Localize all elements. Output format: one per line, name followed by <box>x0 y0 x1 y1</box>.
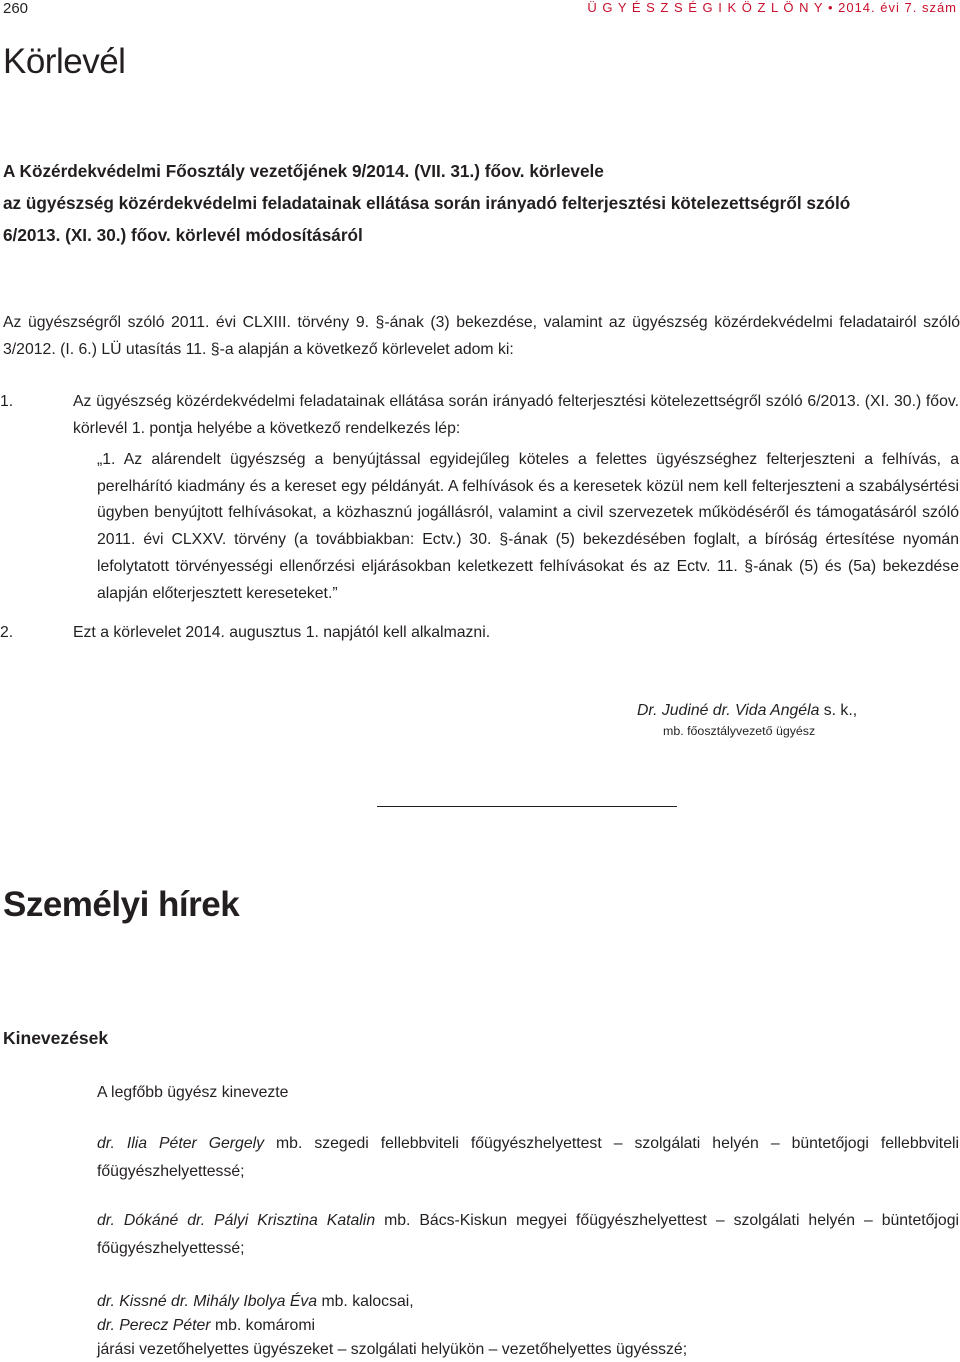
list-item-number: 2. <box>0 624 14 641</box>
section-divider <box>377 806 677 807</box>
appointee-name: dr. Dókáné dr. Pályi Krisztina Katalin <box>97 1212 376 1229</box>
preamble: Az ügyészségről szóló 2011. évi CLXIII. törvény 9. §-ának (3) bekezdése, valamint az ügyészség közérdekvédelmi feladatairól szóló 3/2012. (I. 6.) LÜ utasítás 11. §-a alapján a következő körlevelet adom ki: <box>3 314 960 358</box>
appointment-text: mb. szegedi fellebbviteli főügyészhelyettest – szolgálati helyén – büntetőjogi fellebbviteli főügyészhelyettessé; <box>97 1135 959 1180</box>
circular-title <box>3 155 953 251</box>
circular-title-line-2: az ügyészség közérdekvédelmi feladatainak ellátása során irányadó felterjesztési kötelezettségről szóló <box>3 193 851 213</box>
quoted-provision: „1. Az alárendelt ügyészség a benyújtással egyidejűleg köteles a felettes ügyészséghez felterjeszteni a felhívás, a perelhárító kiadmány és a kereset egy példányát. A felhívások és a keresetek közül nem kell felterjeszteni a szabálysértési ügyben benyújtott felhívásokat, a közhasznú jogállásról, valamint a civil szervezetek működéséről és támogatásáról szóló 2011. évi CLXXV. törvény (a továbbiakban: Ectv.) 30. §-ának (5) bekezdésében foglalt, a bíróság értesítése nyomán lefolytatott törvényességi ellenőrzési eljárásokban keletkezett felhívásokat és az Ectv. 11. §-ának (5) és (5a) bekezdése alapján előterjesztett kereseteket.” <box>97 451 959 602</box>
signature-line <box>637 702 857 720</box>
list-item-number: 1. <box>0 393 14 410</box>
signatory-name: Dr. Judiné dr. Vida Angéla <box>637 702 820 719</box>
list-item-text: Ezt a körlevelet 2014. augusztus 1. napjától kell alkalmazni. <box>73 624 491 641</box>
signature-suffix: s. k., <box>819 702 858 719</box>
appointment-entry-2 <box>97 1207 959 1263</box>
appointee-name: dr. Perecz Péter <box>97 1317 211 1334</box>
list-item-text: Az ügyészség közérdekvédelmi feladatainak ellátása során irányadó felterjesztési kötelezettségről szóló 6/2013. (XI. 30.) főov. körlevél 1. pontja helyébe a következő rendelkezés lép: <box>73 393 959 437</box>
circular-title-line-3: 6/2013. (XI. 30.) főov. körlevél módosításáról <box>3 225 363 245</box>
section-title-korlevel: Körlevél <box>3 42 126 81</box>
appointments-intro: A legfőbb ügyész kinevezte <box>97 1084 289 1101</box>
list-item-2 <box>0 620 959 647</box>
section-title-szemelyi-hirek: Személyi hírek <box>3 885 240 924</box>
list-item-1 <box>0 389 959 442</box>
appointment-entry-4 <box>97 1313 315 1338</box>
appointee-name: dr. Kissné dr. Mihály Ibolya Éva <box>97 1293 318 1310</box>
signatory-title: mb. főosztályvezető ügyész <box>663 724 816 738</box>
appointment-entry-1 <box>97 1130 959 1186</box>
running-head: Ü G Y É S Z S É G I K Ö Z L Ö N Y • 2014. évi 7. szám <box>587 0 957 15</box>
appointment-text: mb. kalocsai, <box>317 1293 414 1310</box>
subsection-title: Kinevezések <box>3 1028 109 1048</box>
appointment-entry-3 <box>97 1289 414 1314</box>
appointment-text: mb. komáromi <box>210 1317 316 1334</box>
appointment-text: mb. Bács-Kiskun megyei főügyészhelyettest – szolgálati helyén – büntetőjogi főügyészhelyettessé; <box>97 1212 959 1257</box>
circular-title-line-1: A Közérdekvédelmi Főosztály vezetőjének 9/2014. (VII. 31.) főov. körlevele <box>3 161 604 181</box>
page-number: 260 <box>3 0 29 17</box>
appointee-name: dr. Ilia Péter Gergely <box>97 1135 265 1152</box>
appointment-closing: járási vezetőhelyettes ügyészeket – szolgálati helyükön – vezetőhelyettes ügyésszé; <box>97 1341 688 1358</box>
